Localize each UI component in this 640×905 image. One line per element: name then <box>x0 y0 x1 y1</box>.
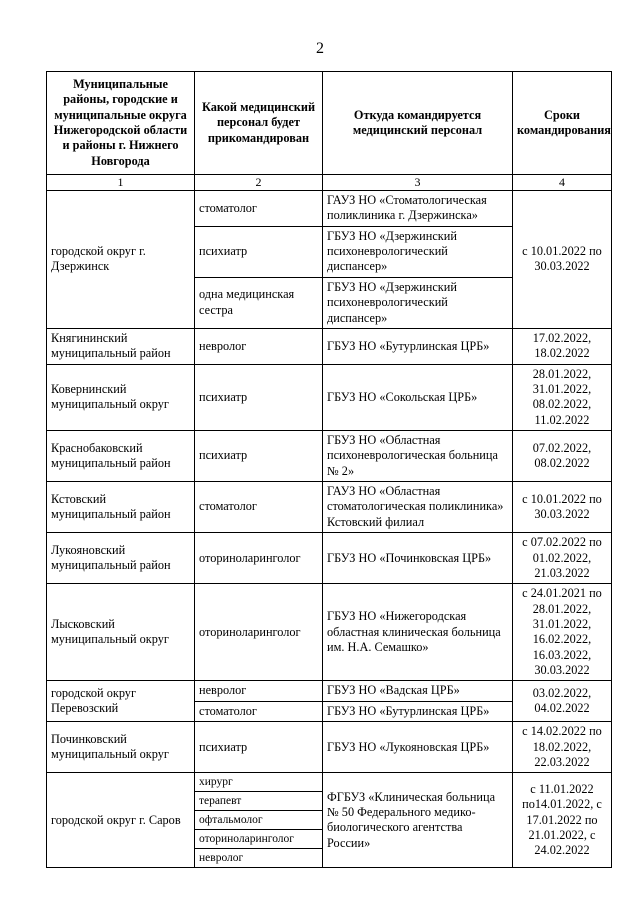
source-cell: ГАУЗ НО «Стоматологическая поликлиника г. Дзержинска» <box>323 191 513 227</box>
column-number: 1 <box>47 175 195 191</box>
source-cell: ГБУЗ НО «Сокольская ЦРБ» <box>323 364 513 430</box>
district-cell: городской округ Перевозский <box>47 681 195 722</box>
dates-cell: с 24.01.2021 по 28.01.2022, 31.01.2022, 16.02.2022, 16.03.2022, 30.03.2022 <box>513 584 612 681</box>
dates-cell: 03.02.2022, 04.02.2022 <box>513 681 612 722</box>
staff-cell: психиатр <box>195 364 323 430</box>
dates-cell: 17.02.2022, 18.02.2022 <box>513 328 612 364</box>
column-number: 3 <box>323 175 513 191</box>
assignment-table <box>46 71 612 868</box>
dates-cell: с 07.02.2022 по 01.02.2022, 21.03.2022 <box>513 533 612 584</box>
table-row <box>47 191 612 227</box>
column-numbers-row <box>47 175 612 191</box>
staff-cell: психиатр <box>195 431 323 482</box>
header-staff: Какой медицинский персонал будет прикомандирован <box>195 72 323 175</box>
header-district: Муниципальные районы, городские и муниципальные округа Нижегородской области и районы г. Нижнего Новгорода <box>47 72 195 175</box>
source-cell: ГБУЗ НО «Починковская ЦРБ» <box>323 533 513 584</box>
table-row <box>47 482 612 533</box>
header-source: Откуда командируется медицинский персонал <box>323 72 513 175</box>
staff-cell: хирург <box>195 773 323 792</box>
column-number: 2 <box>195 175 323 191</box>
staff-cell: офтальмолог <box>195 811 323 830</box>
header-dates: Сроки командирования <box>513 72 612 175</box>
staff-cell: оториноларинголог <box>195 830 323 849</box>
table-row <box>47 681 612 701</box>
district-cell: Краснобаковский муниципальный район <box>47 431 195 482</box>
staff-cell: невролог <box>195 328 323 364</box>
source-cell: ГБУЗ НО «Дзержинский психоневрологический диспансер» <box>323 226 513 277</box>
table-row <box>47 773 612 792</box>
staff-cell: психиатр <box>195 226 323 277</box>
source-cell: ГБУЗ НО «Нижегородская областная клиническая больница им. Н.А. Семашко» <box>323 584 513 681</box>
staff-cell: одна медицинская сестра <box>195 277 323 328</box>
source-cell: ГБУЗ НО «Вадская ЦРБ» <box>323 681 513 701</box>
source-cell: ГАУЗ НО «Областная стоматологическая поликлиника» Кстовский филиал <box>323 482 513 533</box>
staff-cell: психиатр <box>195 722 323 773</box>
dates-cell: с 11.01.2022 по14.01.2022, с 17.01.2022 по 21.01.2022, с 24.02.2022 <box>513 773 612 868</box>
source-cell: ГБУЗ НО «Бутурлинская ЦРБ» <box>323 701 513 721</box>
district-cell: Княгининский муниципальный район <box>47 328 195 364</box>
staff-cell: оториноларинголог <box>195 584 323 681</box>
dates-cell: с 10.01.2022 по 30.03.2022 <box>513 482 612 533</box>
table-row <box>47 722 612 773</box>
table-row <box>47 584 612 681</box>
source-cell: ГБУЗ НО «Бутурлинская ЦРБ» <box>323 328 513 364</box>
staff-cell: невролог <box>195 849 323 868</box>
staff-cell: стоматолог <box>195 701 323 721</box>
source-cell: ФГБУЗ «Клиническая больница № 50 Федерального медико-биологического агентства России» <box>323 773 513 868</box>
district-cell: Ковернинский муниципальный округ <box>47 364 195 430</box>
staff-cell: стоматолог <box>195 482 323 533</box>
district-cell: Починковский муниципальный округ <box>47 722 195 773</box>
source-cell: ГБУЗ НО «Лукояновская ЦРБ» <box>323 722 513 773</box>
district-cell: городской округ г. Дзержинск <box>47 191 195 329</box>
column-number: 4 <box>513 175 612 191</box>
district-cell: Кстовский муниципальный район <box>47 482 195 533</box>
table-row <box>47 364 612 430</box>
table-row <box>47 328 612 364</box>
source-cell: ГБУЗ НО «Областная психоневрологическая больница № 2» <box>323 431 513 482</box>
table-row <box>47 431 612 482</box>
dates-cell: с 14.02.2022 по 18.02.2022, 22.03.2022 <box>513 722 612 773</box>
dates-cell: 07.02.2022, 08.02.2022 <box>513 431 612 482</box>
dates-cell: 28.01.2022, 31.01.2022, 08.02.2022, 11.02.2022 <box>513 364 612 430</box>
dates-cell: с 10.01.2022 по 30.03.2022 <box>513 191 612 329</box>
district-cell: Лукояновский муниципальный район <box>47 533 195 584</box>
district-cell: городской округ г. Саров <box>47 773 195 868</box>
staff-cell: стоматолог <box>195 191 323 227</box>
table-row <box>47 533 612 584</box>
source-cell: ГБУЗ НО «Дзержинский психоневрологический диспансер» <box>323 277 513 328</box>
district-cell: Лысковский муниципальный округ <box>47 584 195 681</box>
table-header-row <box>47 72 612 175</box>
staff-cell: невролог <box>195 681 323 701</box>
page-number: 2 <box>316 40 324 57</box>
staff-cell: терапевт <box>195 792 323 811</box>
staff-cell: оториноларинголог <box>195 533 323 584</box>
